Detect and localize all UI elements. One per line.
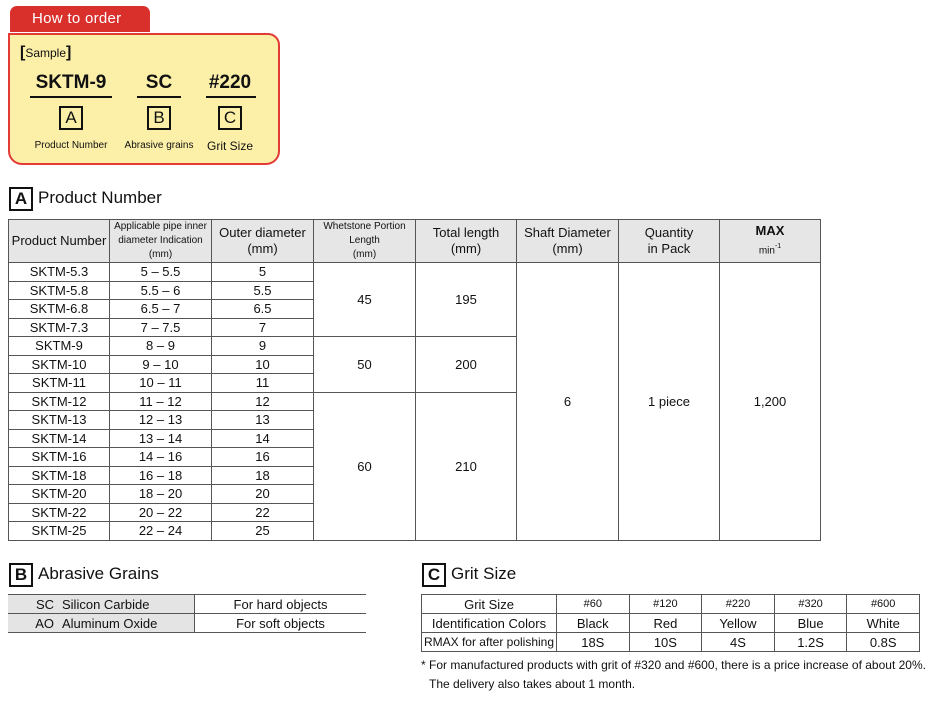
sample-label: [Sample] xyxy=(20,44,72,61)
table-row xyxy=(8,595,366,614)
outer-diameter-cell: 22 xyxy=(212,503,314,522)
pipe-inner-cell: 18 – 20 xyxy=(110,485,212,504)
whetstone-length-cell: 50 xyxy=(314,337,416,393)
product-number-cell: SKTM-18 xyxy=(9,466,110,485)
note-line-1: * For manufactured products with grit of #320 and #600, there is a price increase of about 20%. xyxy=(421,658,926,672)
header-whetstone-length: Whetstone Portion Length (mm) xyxy=(314,220,416,263)
section-b-letter: B xyxy=(9,563,33,587)
code-underline xyxy=(137,96,181,98)
pipe-inner-cell: 6.5 – 7 xyxy=(110,300,212,319)
whetstone-length-cell: 60 xyxy=(314,392,416,540)
section-c-title: Grit Size xyxy=(451,564,517,583)
product-number-cell: SKTM-9 xyxy=(9,337,110,356)
product-number-cell: SKTM-16 xyxy=(9,448,110,467)
product-number-cell: SKTM-22 xyxy=(9,503,110,522)
section-a-letter: A xyxy=(9,187,33,211)
pipe-inner-cell: 16 – 18 xyxy=(110,466,212,485)
part-label-c: Grit Size xyxy=(206,139,253,153)
product-number-cell: SKTM-20 xyxy=(9,485,110,504)
outer-diameter-cell: 5 xyxy=(212,263,314,282)
header-pipe-inner: Applicable pipe inner diameter Indication (mm) xyxy=(110,220,212,263)
rmax-row-label: RMAX for after polishing xyxy=(422,633,557,652)
shaft-diameter-cell: 6 xyxy=(517,263,619,541)
product-number-cell: SKTM-12 xyxy=(9,392,110,411)
outer-diameter-cell: 18 xyxy=(212,466,314,485)
total-length-cell: 195 xyxy=(416,263,517,337)
grit-value: #600 xyxy=(847,595,920,614)
color-value: White xyxy=(847,614,920,633)
product-number-cell: SKTM-11 xyxy=(9,374,110,393)
outer-diameter-cell: 12 xyxy=(212,392,314,411)
outer-diameter-cell: 14 xyxy=(212,429,314,448)
pipe-inner-cell: 5.5 – 6 xyxy=(110,281,212,300)
rmax-value: 0.8S xyxy=(847,633,920,652)
color-row-label: Identification Colors xyxy=(422,614,557,633)
grain-use: For hard objects xyxy=(195,595,367,614)
color-value: Blue xyxy=(774,614,847,633)
product-number-cell: SKTM-5.8 xyxy=(9,281,110,300)
grit-value: #120 xyxy=(629,595,702,614)
grain-code: SC xyxy=(8,595,58,614)
outer-diameter-cell: 16 xyxy=(212,448,314,467)
outer-diameter-cell: 5.5 xyxy=(212,281,314,300)
header-total-length: Total length (mm) xyxy=(416,220,517,263)
outer-diameter-cell: 20 xyxy=(212,485,314,504)
grit-note xyxy=(421,656,926,694)
letter-box-c: C xyxy=(218,106,242,130)
table-row xyxy=(9,263,821,282)
grain-name: Silicon Carbide xyxy=(58,595,195,614)
header-outer-diameter: Outer diameter (mm) xyxy=(212,220,314,263)
rmax-value: 4S xyxy=(702,633,775,652)
sample-code-a: SKTM-9 xyxy=(35,72,107,93)
sample-code-c: #220 xyxy=(208,72,252,93)
pipe-inner-cell: 12 – 13 xyxy=(110,411,212,430)
grain-code: AO xyxy=(8,614,58,633)
header-max: MAX $\min^{-1}$ xyxy=(720,220,821,263)
rmax-value: 18S xyxy=(557,633,630,652)
product-number-cell: SKTM-6.8 xyxy=(9,300,110,319)
code-underline xyxy=(206,96,256,98)
part-label-a: Product Number xyxy=(34,140,108,151)
grit-value: #320 xyxy=(774,595,847,614)
table-row xyxy=(422,633,920,652)
table-row xyxy=(422,614,920,633)
product-number-cell: SKTM-5.3 xyxy=(9,263,110,282)
grain-name: Aluminum Oxide xyxy=(58,614,195,633)
letter-box-b: B xyxy=(147,106,171,130)
table-row xyxy=(8,614,366,633)
pipe-inner-cell: 22 – 24 xyxy=(110,522,212,541)
product-number-cell: SKTM-25 xyxy=(9,522,110,541)
outer-diameter-cell: 13 xyxy=(212,411,314,430)
outer-diameter-cell: 25 xyxy=(212,522,314,541)
rmax-value: 1.2S xyxy=(774,633,847,652)
grit-size-table xyxy=(421,594,920,652)
color-value: Red xyxy=(629,614,702,633)
total-length-cell: 210 xyxy=(416,392,517,540)
product-number-cell: SKTM-7.3 xyxy=(9,318,110,337)
section-b-title: Abrasive Grains xyxy=(38,564,159,583)
grit-value: #220 xyxy=(702,595,775,614)
table-row xyxy=(422,595,920,614)
rmax-value: 10S xyxy=(629,633,702,652)
product-number-cell: SKTM-13 xyxy=(9,411,110,430)
outer-diameter-cell: 7 xyxy=(212,318,314,337)
outer-diameter-cell: 11 xyxy=(212,374,314,393)
outer-diameter-cell: 10 xyxy=(212,355,314,374)
pipe-inner-cell: 7 – 7.5 xyxy=(110,318,212,337)
sample-code-b: SC xyxy=(145,72,173,93)
max-rpm-cell: 1,200 xyxy=(720,263,821,541)
section-a-title: Product Number xyxy=(38,188,162,207)
section-c-letter: C xyxy=(422,563,446,587)
total-length-cell: 200 xyxy=(416,337,517,393)
color-value: Yellow xyxy=(702,614,775,633)
grain-use: For soft objects xyxy=(195,614,367,633)
header-product-number: Product Number xyxy=(9,220,110,263)
pipe-inner-cell: 14 – 16 xyxy=(110,448,212,467)
grit-row-label: Grit Size xyxy=(422,595,557,614)
product-number-cell: SKTM-10 xyxy=(9,355,110,374)
note-line-2: The delivery also takes about 1 month. xyxy=(429,677,636,691)
pipe-inner-cell: 5 – 5.5 xyxy=(110,263,212,282)
how-to-order-tab: How to order xyxy=(10,6,150,32)
whetstone-length-cell: 45 xyxy=(314,263,416,337)
pipe-inner-cell: 11 – 12 xyxy=(110,392,212,411)
code-underline xyxy=(30,96,112,98)
letter-box-a: A xyxy=(59,106,83,130)
product-number-cell: SKTM-14 xyxy=(9,429,110,448)
outer-diameter-cell: 6.5 xyxy=(212,300,314,319)
outer-diameter-cell: 9 xyxy=(212,337,314,356)
pipe-inner-cell: 20 – 22 xyxy=(110,503,212,522)
pipe-inner-cell: 8 – 9 xyxy=(110,337,212,356)
product-number-table xyxy=(8,219,821,541)
abrasive-grains-table xyxy=(8,594,366,633)
header-shaft-diameter: Shaft Diameter (mm) xyxy=(517,220,619,263)
header-quantity: Quantity in Pack xyxy=(619,220,720,263)
pipe-inner-cell: 9 – 10 xyxy=(110,355,212,374)
quantity-cell: 1 piece xyxy=(619,263,720,541)
pipe-inner-cell: 13 – 14 xyxy=(110,429,212,448)
part-label-b: Abrasive grains xyxy=(124,140,194,151)
pipe-inner-cell: 10 – 11 xyxy=(110,374,212,393)
grit-value: #60 xyxy=(557,595,630,614)
color-value: Black xyxy=(557,614,630,633)
